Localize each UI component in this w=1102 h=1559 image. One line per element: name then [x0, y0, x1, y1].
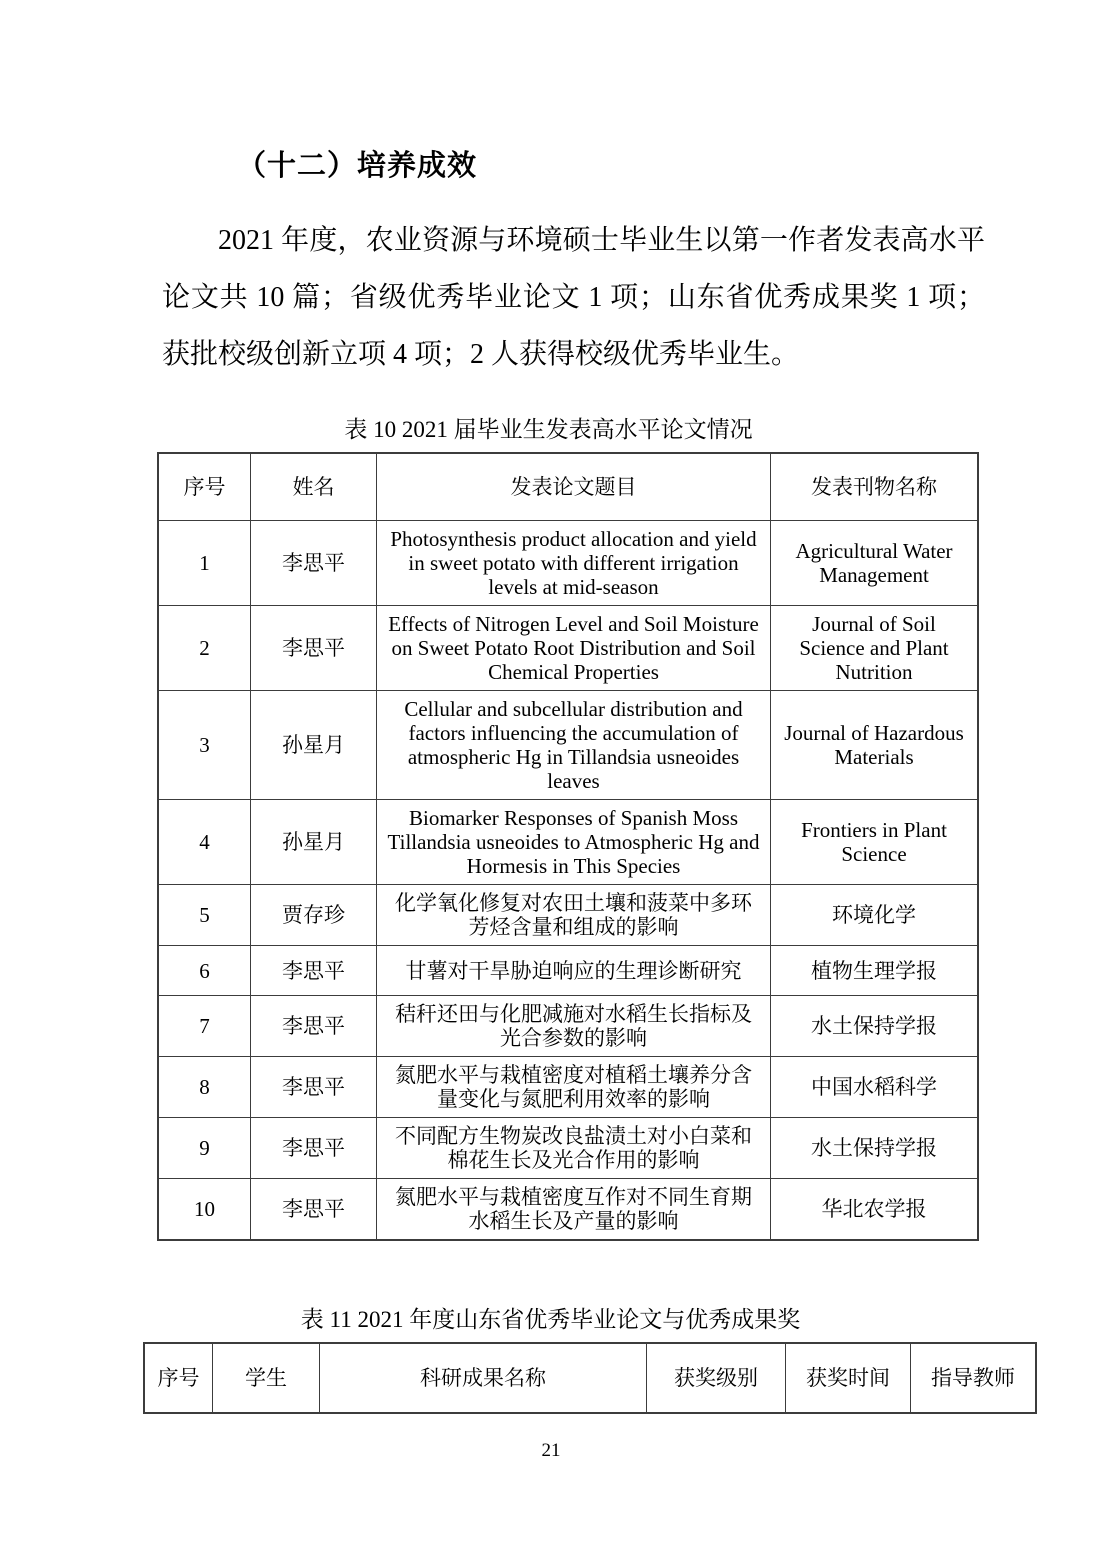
journal-name-cell: 植物生理学报 — [771, 946, 979, 996]
row-number-cell: 6 — [158, 946, 251, 996]
paper-title-cell: 不同配方生物炭改良盐渍土对小白菜和棉花生长及光合作用的影响 — [377, 1118, 771, 1179]
student-name-cell: 李思平 — [251, 1118, 377, 1179]
journal-name-cell: Journal of Soil Science and Plant Nutrition — [771, 606, 979, 691]
table10-caption: 表 10 2021 届毕业生发表高水平论文情况 — [344, 417, 753, 442]
row-number-cell: 8 — [158, 1057, 251, 1118]
paper-title-cell: Cellular and subcellular distribution and factors influencing the accumulation of atmospheric Hg in Tillandsia usneoides leaves — [377, 691, 771, 800]
column-header-name: 姓名 — [251, 453, 377, 521]
journal-name-cell: 水土保持学报 — [771, 1118, 979, 1179]
table-row — [158, 800, 978, 885]
paper-title-cell: 氮肥水平与栽植密度对植稻土壤养分含量变化与氮肥利用效率的影响 — [377, 1057, 771, 1118]
journal-name-cell: Frontiers in Plant Science — [771, 800, 979, 885]
row-number-cell: 2 — [158, 606, 251, 691]
column-header-advisor: 指导教师 — [911, 1343, 1037, 1413]
student-name-cell: 贾存珍 — [251, 885, 377, 946]
student-name-cell: 李思平 — [251, 946, 377, 996]
paper-title-cell: Photosynthesis product allocation and yield in sweet potato with different irrigation levels at mid-season — [377, 521, 771, 606]
student-name-cell: 李思平 — [251, 606, 377, 691]
column-header-no: 序号 — [158, 453, 251, 521]
journal-name-cell: Journal of Hazardous Materials — [771, 691, 979, 800]
paper-title-cell: 化学氧化修复对农田土壤和菠菜中多环芳烃含量和组成的影响 — [377, 885, 771, 946]
paper-title-cell: 氮肥水平与栽植密度互作对不同生育期水稻生长及产量的影响 — [377, 1179, 771, 1241]
column-header-no: 序号 — [144, 1343, 213, 1413]
student-name-cell: 李思平 — [251, 996, 377, 1057]
page-number: 21 — [541, 1440, 561, 1461]
table-row — [158, 1179, 978, 1241]
table-row — [158, 691, 978, 800]
table-row — [158, 521, 978, 606]
student-name-cell: 李思平 — [251, 521, 377, 606]
table-row — [158, 885, 978, 946]
row-number-cell: 9 — [158, 1118, 251, 1179]
student-name-cell: 李思平 — [251, 1057, 377, 1118]
paper-title-cell: 秸秆还田与化肥减施对水稻生长指标及光合参数的影响 — [377, 996, 771, 1057]
intro-paragraph: 2021 年度，农业资源与环境硕士毕业生以第一作者发表高水平论文共 10 篇；省级优秀毕业论文 1 项；山东省优秀成果奖 1 项；获批校级创新立项 4 项；2 人获得校级优秀毕业生。 — [162, 225, 985, 370]
row-number-cell: 7 — [158, 996, 251, 1057]
table-row — [158, 946, 978, 996]
journal-name-cell: 华北农学报 — [771, 1179, 979, 1241]
column-header-award-time: 获奖时间 — [786, 1343, 911, 1413]
row-number-cell: 1 — [158, 521, 251, 606]
column-header-award-level: 获奖级别 — [647, 1343, 786, 1413]
student-name-cell: 孙星月 — [251, 800, 377, 885]
table-row — [158, 1057, 978, 1118]
journal-name-cell: Agricultural Water Management — [771, 521, 979, 606]
column-header-journal: 发表刊物名称 — [771, 453, 979, 521]
paper-title-cell: Biomarker Responses of Spanish Moss Tillandsia usneoides to Atmospheric Hg and Hormesis in This Species — [377, 800, 771, 885]
table-header-row — [158, 453, 978, 521]
paper-title-cell: Effects of Nitrogen Level and Soil Moisture on Sweet Potato Root Distribution and Soil Chemical Properties — [377, 606, 771, 691]
awards-table — [143, 1342, 1037, 1414]
table-row — [158, 996, 978, 1057]
column-header-paper-title: 发表论文题目 — [377, 453, 771, 521]
row-number-cell: 4 — [158, 800, 251, 885]
publications-table — [157, 452, 979, 1241]
journal-name-cell: 水土保持学报 — [771, 996, 979, 1057]
paper-title-cell: 甘薯对干旱胁迫响应的生理诊断研究 — [377, 946, 771, 996]
journal-name-cell: 中国水稻科学 — [771, 1057, 979, 1118]
column-header-student: 学生 — [213, 1343, 320, 1413]
table11-caption: 表 11 2021 年度山东省优秀毕业论文与优秀成果奖 — [300, 1307, 801, 1332]
section-heading: （十二）培养成效 — [237, 150, 478, 182]
journal-name-cell: 环境化学 — [771, 885, 979, 946]
row-number-cell: 5 — [158, 885, 251, 946]
table-row — [158, 606, 978, 691]
student-name-cell: 李思平 — [251, 1179, 377, 1241]
row-number-cell: 3 — [158, 691, 251, 800]
table-row — [158, 1118, 978, 1179]
student-name-cell: 孙星月 — [251, 691, 377, 800]
row-number-cell: 10 — [158, 1179, 251, 1241]
column-header-research-result: 科研成果名称 — [320, 1343, 647, 1413]
table-header-row — [144, 1343, 1036, 1413]
